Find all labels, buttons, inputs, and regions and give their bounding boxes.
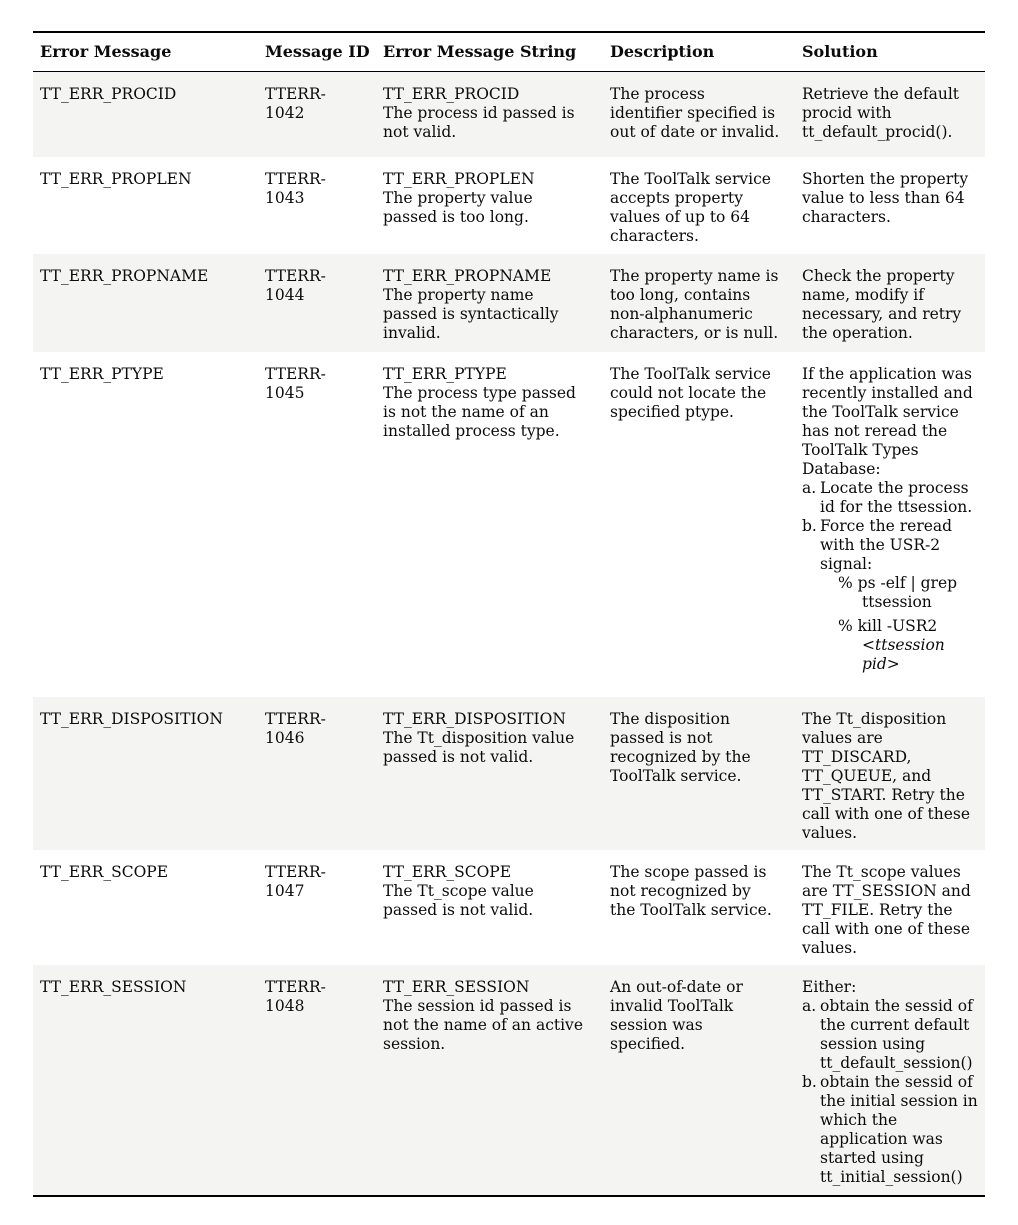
message-id-line: TTERR- (265, 710, 326, 729)
list-item-text: Locate the process id for the ttsession. (820, 479, 973, 517)
table-row (33, 697, 985, 850)
error-message-value: TT_ERR_PROPLEN (40, 170, 192, 189)
column-header-message-id: Message ID (265, 41, 370, 61)
error-message-value: TT_ERR_SCOPE (40, 863, 169, 882)
command-line: % kill -USR2 (838, 617, 938, 636)
message-id-line: 1044 (265, 286, 305, 305)
solution-list-item (802, 517, 979, 574)
message-id-cell (265, 850, 383, 965)
message-id-cell (265, 72, 383, 157)
solution-cell (802, 352, 985, 697)
error-message-table (33, 31, 985, 1197)
solution-text: Either: (802, 978, 857, 997)
solution-list-item (802, 479, 979, 517)
error-string-name: TT_ERR_PROPLEN (383, 170, 535, 189)
table-row (33, 254, 985, 352)
error-message-cell (33, 254, 265, 352)
message-id-line: TTERR- (265, 365, 326, 384)
command-block (838, 574, 979, 612)
solution-text: Check the property name, modify if necessary, and retry the operation. (802, 267, 962, 343)
error-message-cell (33, 157, 265, 254)
message-id-line: TTERR- (265, 863, 326, 882)
error-message-string-cell (383, 850, 610, 965)
error-string-name: TT_ERR_DISPOSITION (383, 710, 566, 729)
solution-list-item (802, 997, 979, 1073)
description-text: An out-of-date or invalid ToolTalk session was specified. (610, 978, 743, 1054)
solution-cell (802, 72, 985, 157)
message-id-line: TTERR- (265, 267, 326, 286)
error-string-text: The Tt_disposition value passed is not valid. (383, 729, 575, 767)
error-string-text: The process type passed is not the name of an installed process type. (383, 384, 576, 441)
table-body (33, 72, 985, 1195)
list-marker: a. (802, 997, 817, 1016)
error-string-name: TT_ERR_SESSION (383, 978, 530, 997)
column-header-description: Description (610, 41, 715, 61)
error-message-cell (33, 697, 265, 850)
command-block (838, 617, 979, 674)
solution-text: If the application was recently installed and the ToolTalk service has not reread the ToolTalk Types Database: (802, 365, 973, 479)
table-bottom-rule (33, 1195, 985, 1197)
table-row (33, 965, 985, 1195)
message-id-line: 1046 (265, 729, 305, 748)
column-header-error-message-string: Error Message String (383, 41, 577, 61)
message-id-cell (265, 352, 383, 697)
solution-cell (802, 850, 985, 965)
description-text: The disposition passed is not recognized by the ToolTalk service. (610, 710, 751, 786)
command-continuation: <ttsession pid> (862, 636, 945, 674)
message-id-cell (265, 697, 383, 850)
error-string-text: The process id passed is not valid. (383, 104, 575, 142)
error-message-cell (33, 850, 265, 965)
error-message-value: TT_ERR_PROPNAME (40, 267, 209, 286)
error-message-string-cell (383, 697, 610, 850)
error-string-name: TT_ERR_PTYPE (383, 365, 507, 384)
list-marker: b. (802, 517, 817, 536)
error-message-cell (33, 965, 265, 1195)
error-message-value: TT_ERR_PTYPE (40, 365, 164, 384)
description-text: The property name is too long, contains non-alphanumeric characters, or is null. (610, 267, 779, 343)
command-line: % ps -elf | grep (838, 574, 958, 593)
message-id-cell (265, 157, 383, 254)
solution-text: The Tt_scope values are TT_SESSION and TT_FILE. Retry the call with one of these values. (802, 863, 971, 958)
table-row (33, 72, 985, 157)
message-id-cell (265, 254, 383, 352)
error-string-text: The Tt_scope value passed is not valid. (383, 882, 534, 920)
solution-text: Shorten the property value to less than 64 characters. (802, 170, 969, 227)
list-marker: a. (802, 479, 817, 498)
error-message-string-cell (383, 254, 610, 352)
solution-cell (802, 254, 985, 352)
column-header-error-message: Error Message (40, 41, 172, 61)
table-row (33, 850, 985, 965)
error-message-string-cell (383, 72, 610, 157)
solution-cell (802, 157, 985, 254)
error-string-name: TT_ERR_PROPNAME (383, 267, 552, 286)
description-text: The scope passed is not recognized by the ToolTalk service. (610, 863, 772, 920)
list-item-text: Force the reread with the USR-2 signal: (820, 517, 953, 574)
description-cell (610, 850, 802, 965)
description-text: The process identifier specified is out of date or invalid. (610, 85, 780, 142)
solution-cell (802, 697, 985, 850)
message-id-line: TTERR- (265, 85, 326, 104)
error-message-value: TT_ERR_SESSION (40, 978, 187, 997)
table-header-row (33, 33, 985, 71)
error-message-string-cell (383, 965, 610, 1195)
description-cell (610, 72, 802, 157)
description-text: The ToolTalk service accepts property values of up to 64 characters. (610, 170, 771, 246)
error-message-cell (33, 352, 265, 697)
message-id-line: 1042 (265, 104, 305, 123)
error-string-name: TT_ERR_PROCID (383, 85, 520, 104)
description-cell (610, 157, 802, 254)
error-string-name: TT_ERR_SCOPE (383, 863, 512, 882)
error-message-value: TT_ERR_PROCID (40, 85, 177, 104)
error-message-cell (33, 72, 265, 157)
table-row (33, 157, 985, 254)
error-message-value: TT_ERR_DISPOSITION (40, 710, 223, 729)
list-item-text: obtain the sessid of the initial session in which the application was started using tt_initial_session() (820, 1073, 978, 1187)
error-string-text: The session id passed is not the name of an active session. (383, 997, 583, 1054)
error-string-text: The property name passed is syntactically invalid. (383, 286, 559, 343)
error-message-string-cell (383, 352, 610, 697)
solution-list-item (802, 1073, 979, 1187)
message-id-line: 1045 (265, 384, 305, 403)
message-id-line: 1048 (265, 997, 305, 1016)
list-marker: b. (802, 1073, 817, 1092)
column-header-solution: Solution (802, 41, 878, 61)
command-continuation: ttsession (862, 593, 932, 612)
message-id-line: 1043 (265, 189, 305, 208)
message-id-line: TTERR- (265, 170, 326, 189)
error-string-text: The property value passed is too long. (383, 189, 533, 227)
table-row (33, 352, 985, 697)
description-cell (610, 697, 802, 850)
description-cell (610, 352, 802, 697)
message-id-line: TTERR- (265, 978, 326, 997)
message-id-cell (265, 965, 383, 1195)
description-text: The ToolTalk service could not locate the specified ptype. (610, 365, 771, 422)
message-id-line: 1047 (265, 882, 305, 901)
list-item-text: obtain the sessid of the current default session using tt_default_session() (820, 997, 973, 1073)
solution-text: The Tt_disposition values are TT_DISCARD, TT_QUEUE, and TT_START. Retry the call with one of these values. (802, 710, 971, 843)
solution-text: Retrieve the default procid with tt_default_procid(). (802, 85, 960, 142)
solution-cell (802, 965, 985, 1195)
error-message-string-cell (383, 157, 610, 254)
description-cell (610, 965, 802, 1195)
description-cell (610, 254, 802, 352)
